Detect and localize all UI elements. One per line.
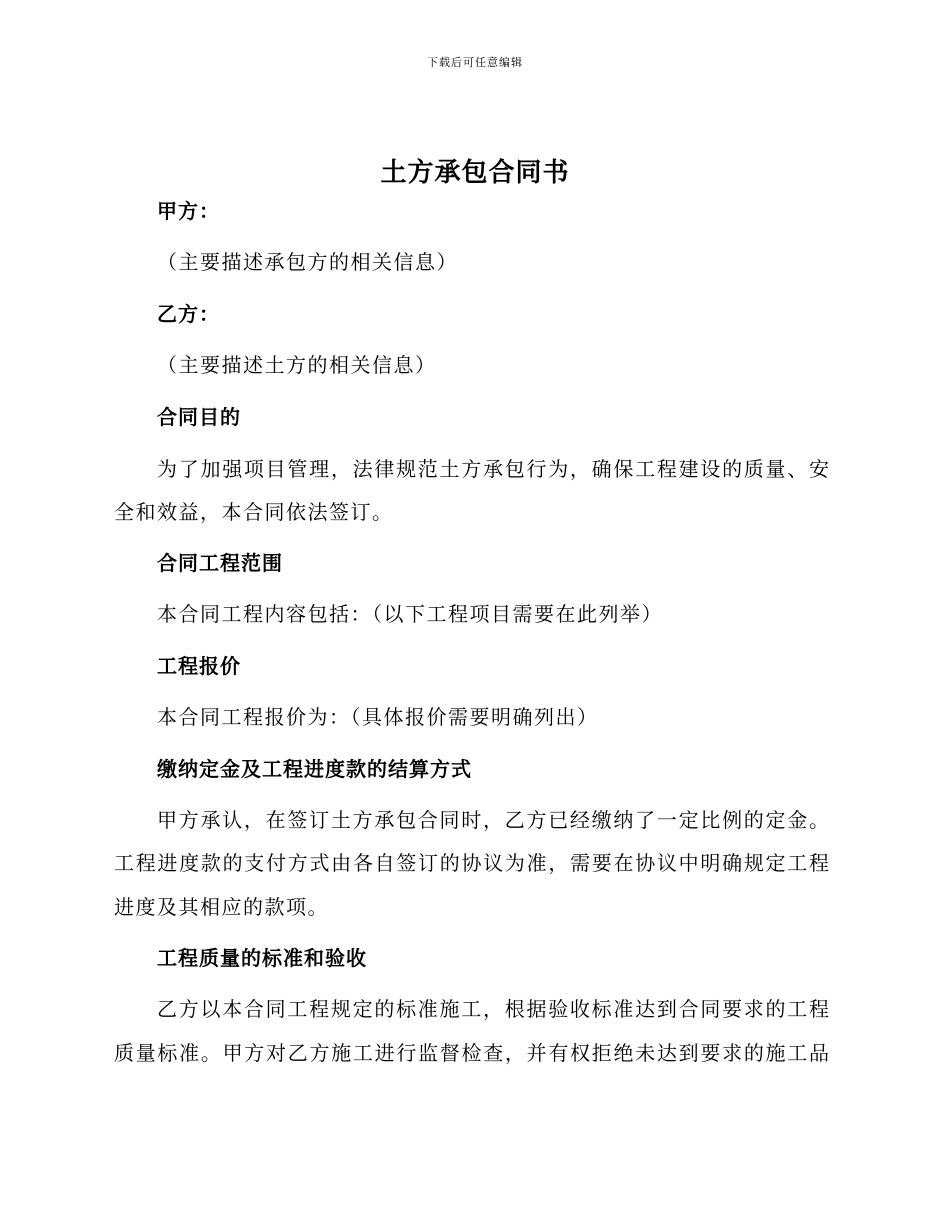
header-note: 下载后可任意编辑 — [427, 56, 523, 69]
section-heading-deposit: 缴纳定金及工程进度款的结算方式 — [157, 757, 472, 781]
quote-line-1: 本合同工程报价为：（具体报价需要明确列出） — [157, 705, 599, 729]
quality-line-1: 乙方以本合同工程规定的标准施工，根据验收标准达到合同要求的工程 — [157, 997, 829, 1021]
deposit-line-2: 工程进度款的支付方式由各自签订的协议为准，需要在协议中明确规定工程 — [114, 851, 829, 875]
purpose-line-2: 全和效益，本合同依法签订。 — [114, 500, 394, 524]
section-heading-quality: 工程质量的标准和验收 — [157, 946, 367, 970]
deposit-line-3: 进度及其相应的款项。 — [114, 895, 329, 919]
party-b-description: （主要描述土方的相关信息） — [157, 353, 437, 377]
document-title: 土方承包合同书 — [380, 158, 570, 188]
section-heading-quote: 工程报价 — [157, 654, 241, 678]
party-a-description: （主要描述承包方的相关信息） — [157, 250, 458, 274]
party-a-label: 甲方： — [157, 199, 220, 223]
purpose-line-1: 为了加强项目管理，法律规范土方承包行为，确保工程建设的质量、安 — [157, 457, 829, 481]
section-heading-purpose: 合同目的 — [157, 405, 241, 429]
quality-line-2: 质量标准。甲方对乙方施工进行监督检查，并有权拒绝未达到要求的施工品 — [114, 1041, 829, 1065]
party-b-label: 乙方： — [157, 302, 220, 326]
scope-line-1: 本合同工程内容包括：（以下工程项目需要在此列举） — [157, 602, 663, 626]
deposit-line-1: 甲方承认，在签订土方承包合同时，乙方已经缴纳了一定比例的定金。 — [157, 808, 829, 832]
section-heading-scope: 合同工程范围 — [157, 551, 283, 575]
